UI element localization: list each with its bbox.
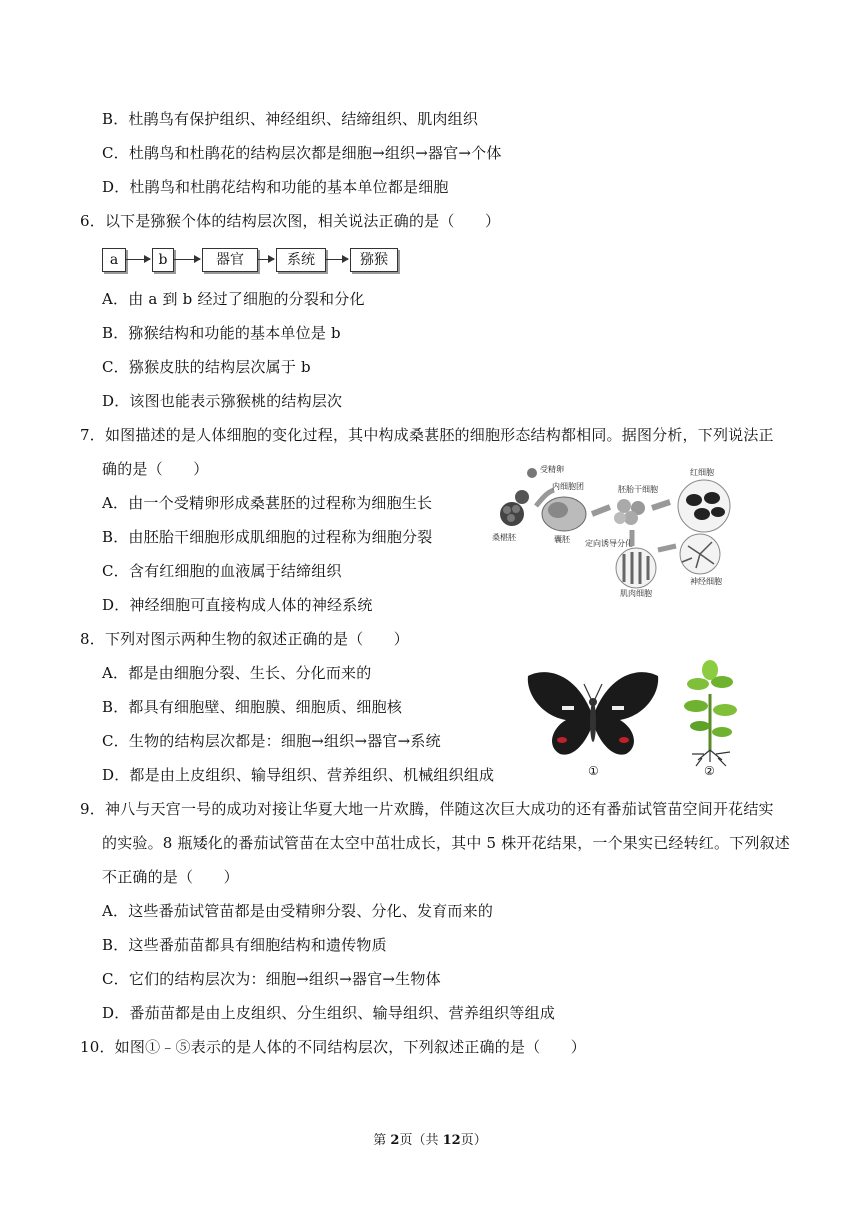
question-7: 7．如图描述的是人体细胞的变化过程，其中构成桑葚胚的细胞形态结构都相同。据图分析，下列说法正 xyxy=(80,426,774,444)
q5-option-d: D．杜鹃鸟和杜鹃花结构和功能的基本单位都是细胞 xyxy=(102,178,449,196)
flow-arrow xyxy=(174,259,200,260)
label-blastocyst: 囊胚 xyxy=(554,535,570,544)
q9-option-b: B．这些番茄苗都具有细胞结构和遗传物质 xyxy=(102,936,387,954)
label-inner-cell-mass: 内细胞团 xyxy=(552,482,584,491)
flow-arrow xyxy=(326,259,348,260)
q8-option-c: C．生物的结构层次都是：细胞→组织→器官→系统 xyxy=(102,732,441,750)
flow-box-macaque: 猕猴 xyxy=(350,248,398,272)
label-embryonic-stem-cell: 胚胎干细胞 xyxy=(618,485,658,494)
plant-seedling-icon xyxy=(684,660,737,766)
question-6: 6．以下是猕猴个体的结构层次图，相关说法正确的是（ ） xyxy=(80,212,501,230)
flow-box-organ: 器官 xyxy=(202,248,258,272)
label-organism-2: ② xyxy=(704,764,715,778)
question-9-continued-2: 不正确的是（ ） xyxy=(102,868,239,886)
butterfly-icon xyxy=(528,672,658,755)
muscle-cell-icon xyxy=(616,548,656,588)
label-directed-differentiation: 定向诱导分化 xyxy=(585,539,633,548)
q6-option-b: B．猕猴结构和功能的基本单位是 b xyxy=(102,324,341,342)
footer-total-pages: 12 xyxy=(442,1133,461,1148)
q9-option-a: A．这些番茄试管苗都是由受精卵分裂、分化、发育而来的 xyxy=(102,902,494,920)
flow-box-system: 系统 xyxy=(276,248,326,272)
q8-option-a: A．都是由细胞分裂、生长、分化而来的 xyxy=(102,664,372,682)
fertilized-egg-icon xyxy=(527,468,537,478)
q9-option-c: C．它们的结构层次为：细胞→组织→器官→生物体 xyxy=(102,970,441,988)
footer-suffix: 页） xyxy=(460,1133,487,1148)
q7-option-b: B．由胚胎干细胞形成肌细胞的过程称为细胞分裂 xyxy=(102,528,433,546)
label-fertilized-egg: 受精卵 xyxy=(540,465,564,474)
q7-option-d: D．神经细胞可直接构成人体的神经系统 xyxy=(102,596,373,614)
red-blood-cell-icon xyxy=(678,480,730,532)
q7-option-c: C．含有红细胞的血液属于结缔组织 xyxy=(102,562,342,580)
q8-option-b: B．都具有细胞壁、细胞膜、细胞质、细胞核 xyxy=(102,698,403,716)
q9-option-d: D．番茄苗都是由上皮组织、分生组织、输导组织、营养组织等组成 xyxy=(102,1004,556,1022)
q7-option-a: A．由一个受精卵形成桑葚胚的过程称为细胞生长 xyxy=(102,494,433,512)
label-nerve-cell: 神经细胞 xyxy=(690,577,722,586)
footer-middle: 页（共 xyxy=(399,1133,443,1148)
question-9-continued-1: 的实验。8 瓶矮化的番茄试管苗在太空中茁壮成长，其中 5 株开花结果，一个果实已经转红。下列叙述 xyxy=(102,834,790,852)
footer-page-number: 2 xyxy=(390,1133,400,1148)
label-morula: 桑椹胚 xyxy=(492,533,516,542)
q5-option-b: B．杜鹃鸟有保护组织、神经组织、结缔组织、肌肉组织 xyxy=(102,110,479,128)
q6-option-c: C．猕猴皮肤的结构层次属于 b xyxy=(102,358,311,376)
q6-option-a: A．由 a 到 b 经过了细胞的分裂和分化 xyxy=(102,290,365,308)
q5-option-c: C．杜鹃鸟和杜鹃花的结构层次都是细胞→组织→器官→个体 xyxy=(102,144,502,162)
flow-arrow xyxy=(126,259,150,260)
label-organism-1: ① xyxy=(588,764,599,778)
organisms-figure xyxy=(522,654,766,780)
flow-arrow xyxy=(258,259,274,260)
cell-differentiation-figure xyxy=(492,462,752,600)
morula-icon xyxy=(500,502,524,526)
q6-option-d: D．该图也能表示猕猴桃的结构层次 xyxy=(102,392,343,410)
flow-box-b: b xyxy=(152,248,174,272)
page-footer xyxy=(0,1129,860,1148)
label-red-blood-cell: 红细胞 xyxy=(690,468,714,477)
footer-prefix: 第 xyxy=(373,1133,391,1148)
q8-option-d: D．都是由上皮组织、输导组织、营养组织、机械组织组成 xyxy=(102,766,495,784)
question-8: 8．下列对图示两种生物的叙述正确的是（ ） xyxy=(80,630,409,648)
question-9: 9．神八与天宫一号的成功对接让华夏大地一片欢腾，伴随这次巨大成功的还有番茄试管苗空间开花结实 xyxy=(80,800,774,818)
question-10: 10．如图①﹣⑤表示的是人体的不同结构层次，下列叙述正确的是（ ） xyxy=(80,1038,586,1056)
question-7-continued: 确的是（ ） xyxy=(102,460,209,478)
label-muscle-cell: 肌肉细胞 xyxy=(620,589,652,598)
flow-box-a: a xyxy=(102,248,126,272)
